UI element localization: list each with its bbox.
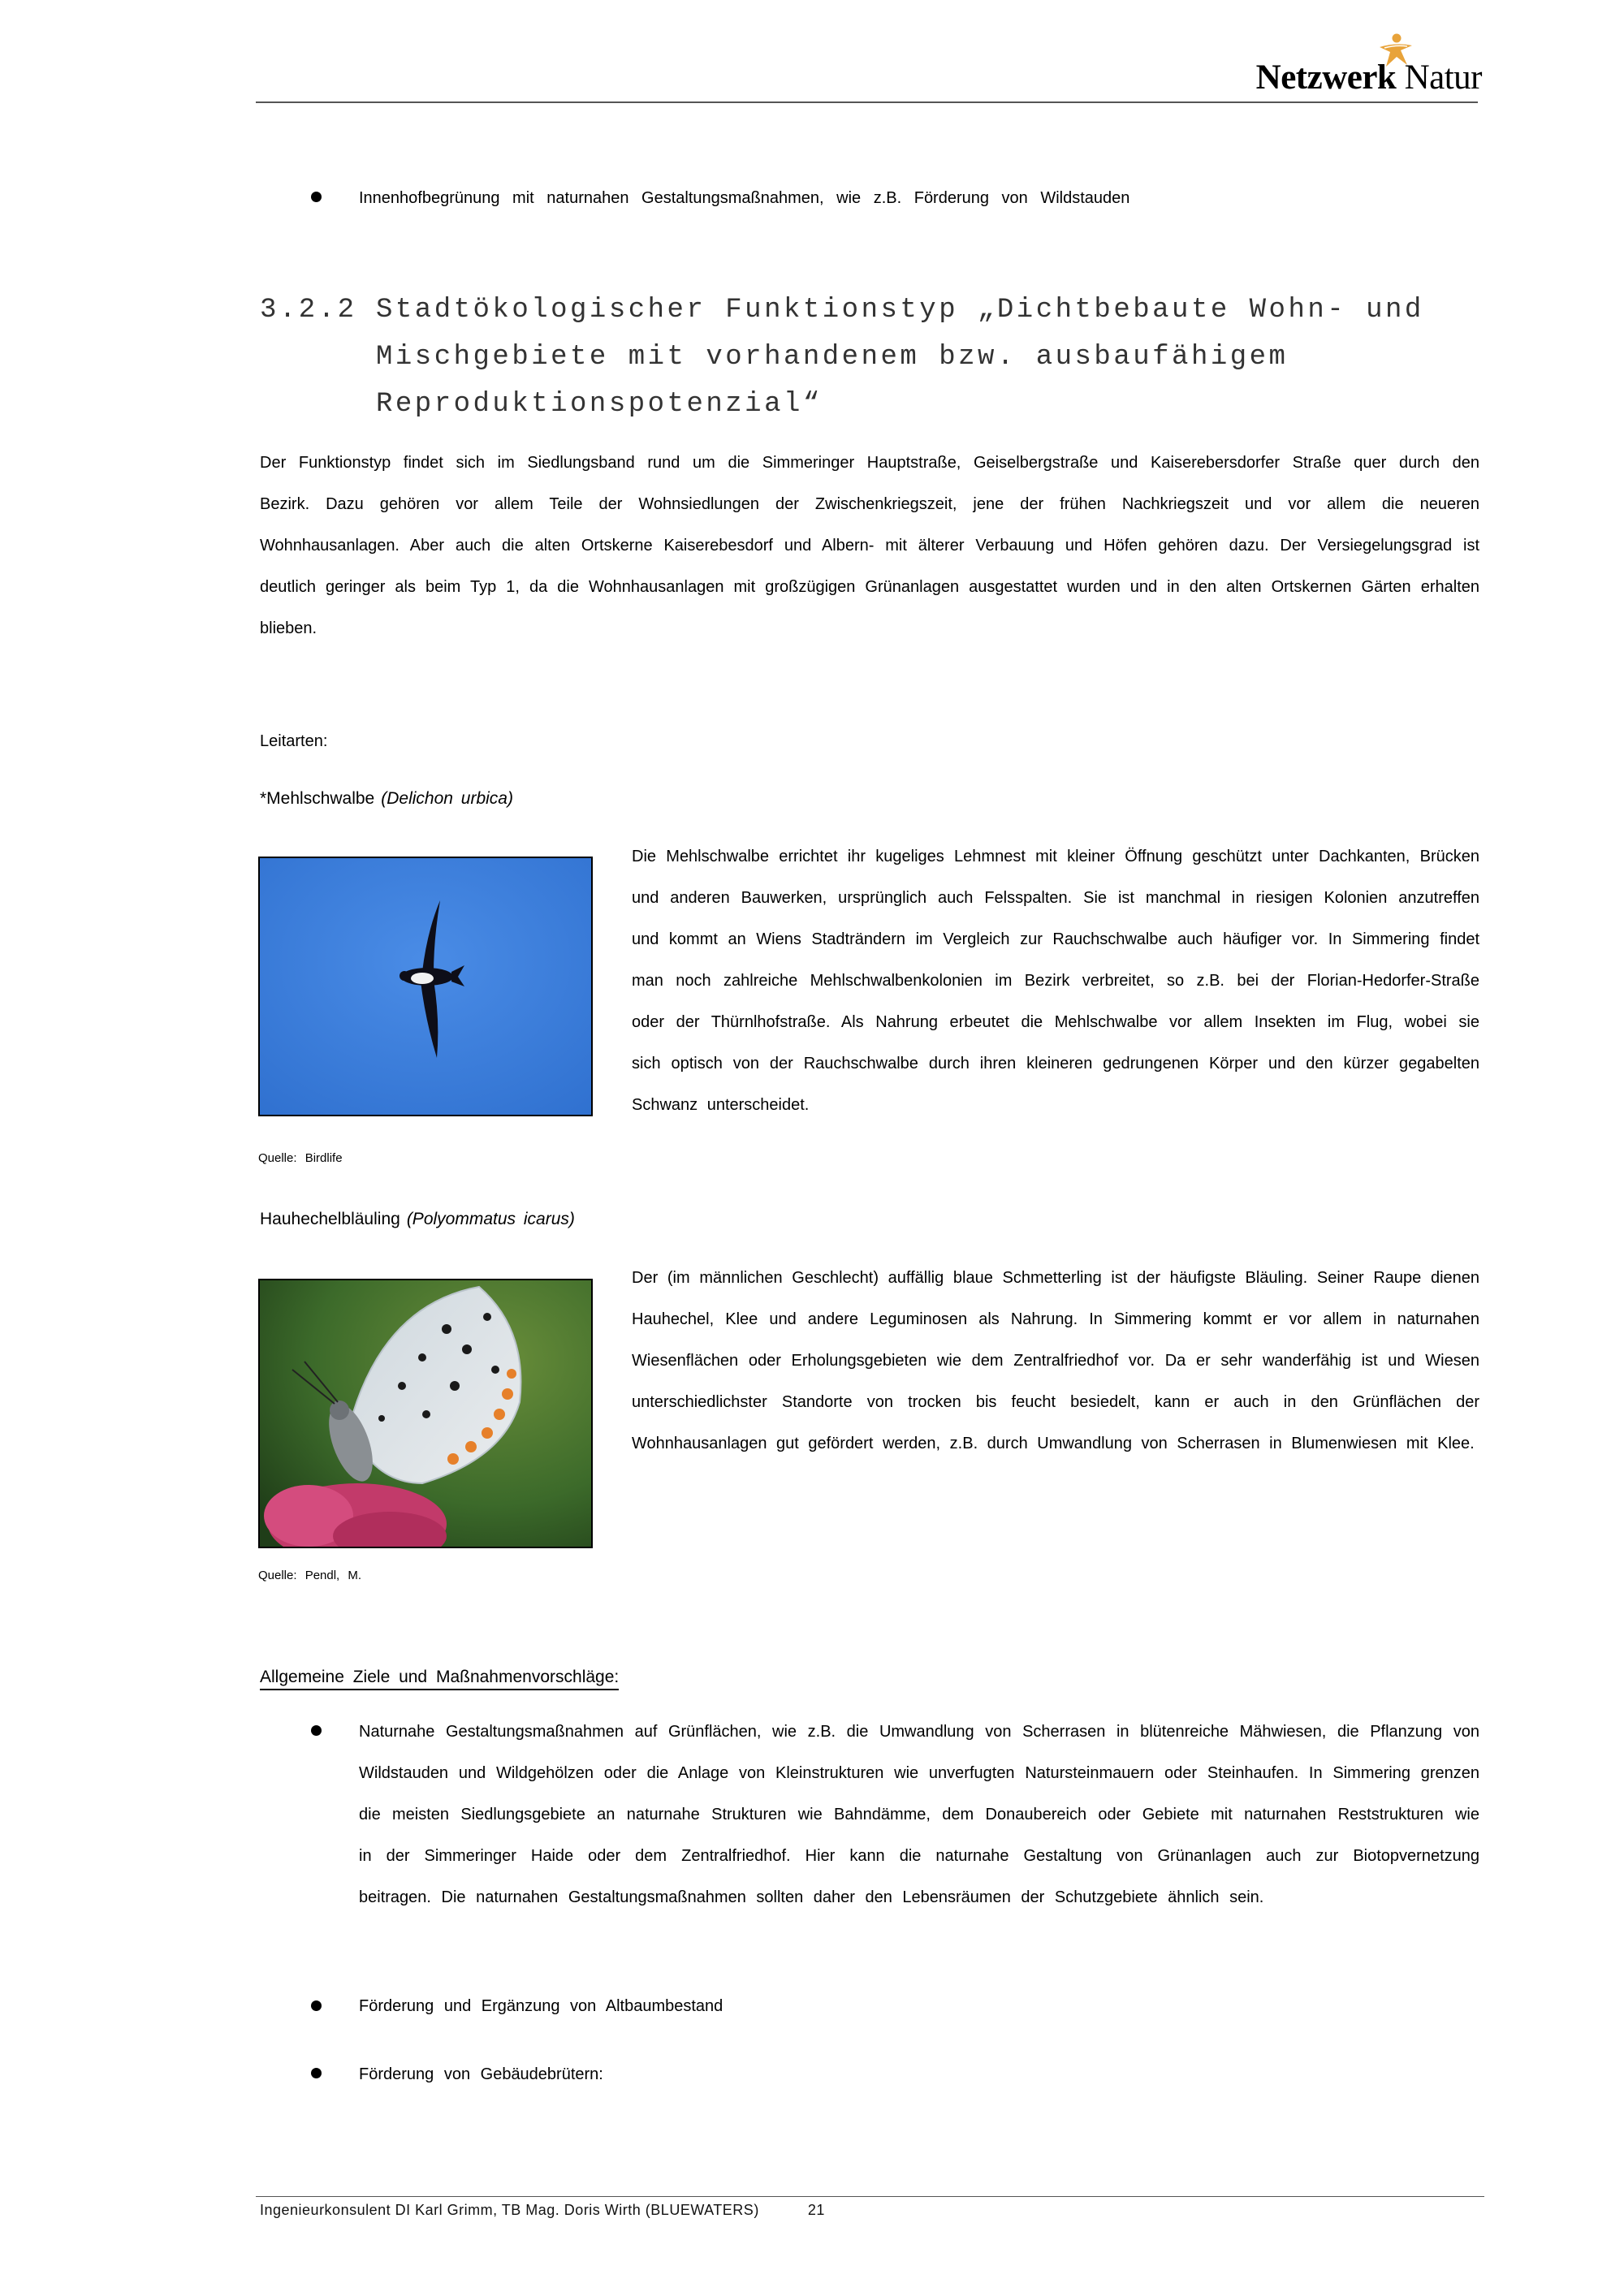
swallow-illustration — [260, 858, 591, 1115]
species-name: Hauhechelbläuling — [260, 1210, 400, 1228]
top-bullet-text: Innenhofbegrünung mit naturnahen Gestaltungsmaßnahmen, wie z.B. Förderung von Wildstauden — [359, 189, 1130, 207]
bullet-dot — [311, 2068, 322, 2078]
species-description-mehlschwalbe: Die Mehlschwalbe errichtet ihr kugeliges Lehmnest mit kleiner Öffnung geschützt unter Dachkanten, Brücken und anderen Bauwerken, ursprünglich auch Felsspalten. Sie ist manchmal in riesigen Kolonien anzutreffen und kommt an Wiens Stadträndern im Vergleich zur Rauchschwalbe auch häufiger vor. In Simmering findet man noch zahlreiche Mehlschwalbenkolonien im Bezirk verbreitet, so z.B. bei der Florian-Hedorfer-Straße oder der Thürnlhofstraße. Als Nahrung erbeutet die Mehlschwalbe vor allem Insekten im Flug, wobei sie sich optisch von der Rauchschwalbe durch ihren kleineren gedrungenen Körper und den kürzer gegabelten Schwanz unterscheidet. — [632, 848, 1479, 1114]
section-title-line2: Mischgebiete mit vorhandenem bzw. ausbaufähigem — [376, 342, 1289, 373]
footer-author: Ingenieurkonsulent DI Karl Grimm, TB Mag. Doris Wirth (BLUEWATERS) — [260, 2202, 759, 2218]
section-heading — [260, 287, 1478, 428]
species-description-hauhechelblaeuling: Der (im männlichen Geschlecht) auffällig blaue Schmetterling ist der häufigste Bläuling. Seiner Raupe dienen Hauhechel, Klee und andere Leguminosen als Nahrung. In Simmering kommt er vor allem in naturnahen Wiesenflächen oder Erholungsgebieten wie dem Zentralfriedhof vor. Da er sehr wanderfähig ist und Wiesen unterschiedlichster Standorte von trocken bis feucht besiedelt, kann er auch in den Grünflächen der Wohnhausanlagen gut gefördert werden, z.B. durch Umwandlung von Scherrasen in Blumenwiesen mit Klee. — [632, 1269, 1479, 1452]
header-rule — [256, 101, 1478, 103]
butterfly-photo — [258, 1279, 593, 1548]
photo-caption-birdlife: Quelle: Birdlife — [258, 1151, 343, 1165]
logo-text — [1256, 58, 1482, 97]
leitarten-label: Leitarten: — [260, 732, 328, 750]
species-latin-name: (Delichon urbica) — [381, 789, 513, 808]
species-heading-mehlschwalbe — [260, 789, 513, 809]
bullet-dot — [311, 2000, 322, 2011]
bullet-dot — [311, 1725, 322, 1736]
species-latin-name: (Polyommatus icarus) — [406, 1210, 575, 1228]
bullet-dot — [311, 192, 322, 202]
section-number: 3.2.2 — [260, 295, 357, 326]
ziele-heading: Allgemeine Ziele und Maßnahmenvorschläge: — [260, 1668, 619, 1690]
species-heading-hauhechelblaeuling — [260, 1210, 575, 1229]
intro-paragraph: Der Funktionstyp findet sich im Siedlungsband rund um die Simmeringer Hauptstraße, Geiselbergstraße und Kaiserebersdorfer Straße quer durch den Bezirk. Dazu gehören vor allem Teile der Wohnsiedlungen der Zwischenkriegszeit, jene der frühen Nachkriegszeit und vor allem die neueren Wohnhausanlagen. Aber auch die alten Ortskerne Kaiserebesdorf und Albern- mit älterer Verbauung und Höfen gehören dazu. Der Versiegelungsgrad ist deutlich geringer als beim Typ 1, da die Wohnhausanlagen mit großzügigen Grünanlagen ausgestattet wurden und in den alten Ortskernen Gärten erhalten blieben. — [260, 454, 1479, 637]
ziele-item-altbaumbestand: Förderung und Ergänzung von Altbaumbestand — [359, 1997, 723, 2015]
logo-word-netzwerk: Netzwerk — [1255, 58, 1397, 97]
netzwerk-natur-logo — [1238, 32, 1482, 97]
footer-rule — [256, 2196, 1484, 2197]
section-title-line3: Reproduktionspotenzial“ — [376, 389, 823, 420]
ziele-item-naturnahe-gestaltung: Naturnahe Gestaltungsmaßnahmen auf Grünflächen, wie z.B. die Umwandlung von Scherrasen in blütenreiche Mähwiesen, die Pflanzung von Wildstauden und Wildgehölzen oder die Anlage von Kleinstrukturen wie unverfugten Natursteinmauern oder Steinhaufen. In Simmering grenzen die meisten Siedlungsgebiete an naturnahe Strukturen wie Bahndämme, dem Donaubereich oder Gebiete mit naturnahen Reststrukturen wie in der Simmeringer Haide oder dem Zentralfriedhof. Hier kann die naturnahe Gestaltung von Grünanlagen auch zur Biotopvernetzung beitragen. Die naturnahen Gestaltungsmaßnahmen sollten daher den Lebensräumen der Schutzgebiete ähnlich sein. — [359, 1723, 1479, 1906]
page-number: 21 — [807, 2202, 825, 2218]
photo-caption-pendl: Quelle: Pendl, M. — [258, 1569, 362, 1582]
ziele-item-gebaeudebrueter: Förderung von Gebäudebrütern: — [359, 2065, 603, 2083]
section-title-line1: Stadtökologischer Funktionstyp „Dichtbebaute Wohn- und — [376, 295, 1424, 326]
logo-word-natur: Natur — [1404, 58, 1482, 97]
swallow-photo — [258, 857, 593, 1116]
species-name: *Mehlschwalbe — [260, 789, 375, 808]
butterfly-illustration — [260, 1280, 591, 1547]
page-footer — [260, 2202, 825, 2219]
